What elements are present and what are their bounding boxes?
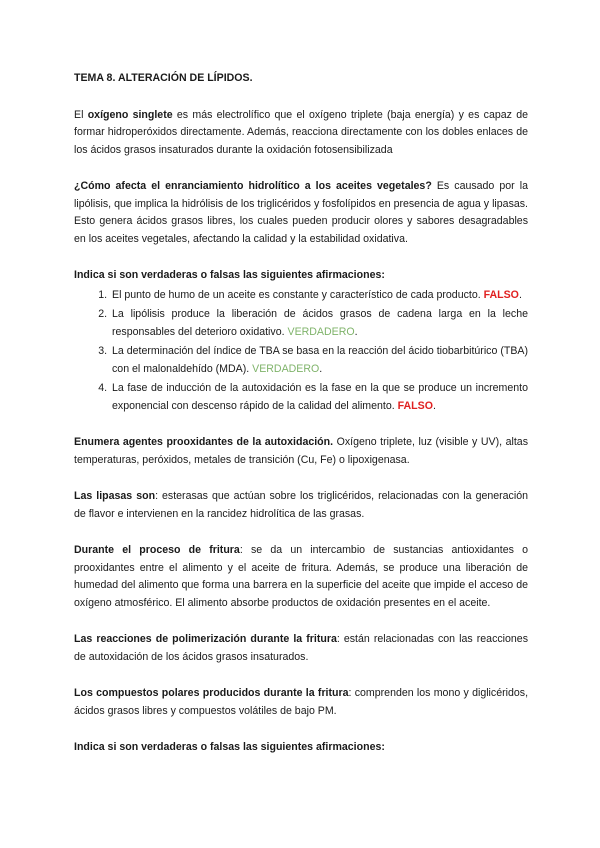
question-lead: Las reacciones de polimerización durante la fritura [74,633,337,645]
paragraph-oxigeno-singlete [74,107,528,160]
document-page [74,70,528,759]
paragraph-fritura [74,542,528,612]
paragraph-body: Es causado por la lipólisis, que implica la hidrólisis de los triglicéridos y fosfolípidos en presencia de agua y lipasas. Esto genera ácidos grasos libres, los cuales pueden producir olores y sabores desagradables en los aceites vegetales, afectando la calidad y la estabilidad oxidativa. [74,180,528,245]
question-lead: Los compuestos polares producidos durante la fritura [74,687,349,699]
paragraph-body: es más electrolífico que el oxígeno triplete (baja energía) y es capaz de formar hidroperóxidos directamente. Además, reacciona directamente con los dobles enlaces de los ácidos grasos insaturados durante la oxidación fotosensibilizada [74,108,528,156]
paragraph-body: Oxígeno triplete, luz (visible y UV), altas temperaturas, peróxidos, metales de transición (Cu, Fe) o lipoxigenasa. [74,436,528,466]
paragraph-body: : comprenden los mono y diglicéridos, ácidos grasos libres y compuestos volátiles de bajo PM. [74,687,529,717]
question-lead: Las lipasas son [74,490,156,502]
quiz-statement: El punto de humo de un aceite es constante y característico de cada producto. [112,288,484,301]
quiz-statement: La lipólisis produce la liberación de ácidos grasos de cadena larga en la leche responsables del deterioro oxidativo. [112,308,528,338]
paragraph-body: : se da un intercambio de sustancias antioxidantes o prooxidantes entre el alimento y el aceite de fritura. Además, se produce una liberación de humedad del alimento que forma una barrera en la superficie del aceite que impide el acceso de oxígeno atmosférico. El alimento absorbe productos de oxidación presentes en el aceite. [74,544,528,609]
quiz-end: . [354,325,358,338]
quiz-end: . [319,362,323,375]
paragraph-lead-prefix: El [74,108,88,121]
quiz-heading: Indica si son verdaderas o falsas las siguientes afirmaciones: [74,269,385,281]
quiz-heading-2: Indica si son verdaderas o falsas las siguientes afirmaciones: [74,741,385,753]
quiz-answer-true: VERDADERO [287,325,355,338]
paragraph-lead-bold: oxígeno singlete [87,108,173,121]
question-lead: ¿Cómo afecta el enranciamiento hidrolítico a los aceites vegetales? [74,180,432,192]
question-lead: Durante el proceso de fritura [74,544,240,556]
paragraph-lipasas [74,488,528,523]
quiz-end: . [432,399,436,412]
page-title: TEMA 8. ALTERACIÓN DE LÍPIDOS. [74,72,253,84]
quiz-end: . [518,288,522,301]
quiz-statement: La determinación del índice de TBA se basa en la reacción del ácido tiobarbitúrico (TBA) con el malonaldehído (MDA). [112,345,528,375]
quiz-answer-false: FALSO [483,288,519,301]
quiz-item [110,380,528,415]
paragraph-body: : esterasas que actúan sobre los triglicéridos, relacionadas con la generación de flavor e intervienen en la rancidez hidrolítica de las grasas. [74,490,528,520]
paragraph-compuestos-polares [74,685,528,720]
paragraph-polimerizacion [74,631,528,666]
quiz-item [110,287,528,305]
question-lead: Enumera agentes prooxidantes de la autoxidación. [74,436,334,448]
paragraph-enranciamiento [74,178,528,248]
quiz-statement: La fase de inducción de la autoxidación es la fase en la que se produce un incremento exponencial con descenso rápido de la calidad del alimento. [112,382,528,412]
paragraph-prooxidantes [74,434,528,469]
quiz-answer-true: VERDADERO [252,362,320,375]
quiz-item [110,306,528,341]
paragraph-body: : están relacionadas con las reacciones de autoxidación de los ácidos grasos insaturados. [74,633,528,663]
quiz-answer-false: FALSO [397,399,433,412]
quiz-list [74,287,528,416]
quiz-item [110,343,528,378]
